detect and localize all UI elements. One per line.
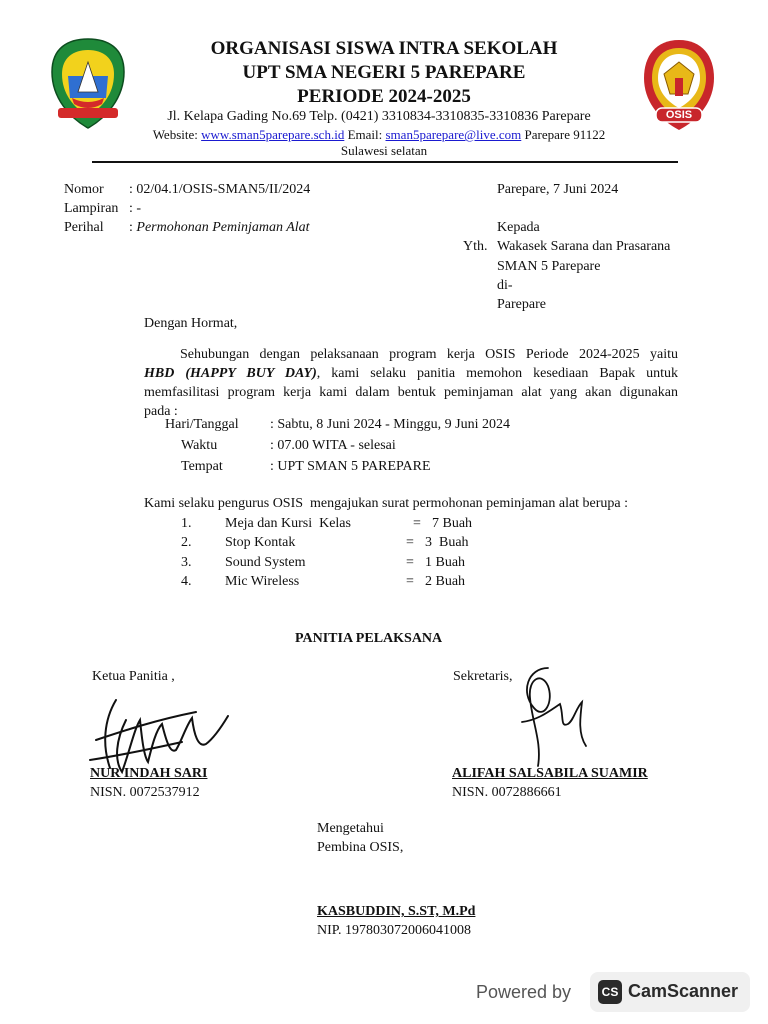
item-2-num: 2. xyxy=(181,535,192,550)
header-divider xyxy=(92,161,678,163)
committee-title: PANITIA PELAKSANA xyxy=(295,631,443,646)
greeting: Dengan Hormat, xyxy=(144,316,238,331)
website-link[interactable]: www.sman5parepare.sch.id xyxy=(201,127,345,142)
ketua-label: Ketua Panitia , xyxy=(92,669,175,684)
recipient-kepada: Kepada xyxy=(497,220,540,235)
detail-hari-label: Hari/Tanggal xyxy=(165,417,239,432)
sekretaris-signature xyxy=(508,662,598,772)
paragraph-1-line1: Sehubungan dengan pelaksanaan program kerja OSIS Periode 2024-2025 yaitu xyxy=(180,347,678,362)
detail-hari-value: : Sabtu, 8 Juni 2024 - Minggu, 9 Juni 2024 xyxy=(270,417,510,432)
header-period: PERIODE 2024-2025 xyxy=(297,86,471,107)
camscanner-icon: CS xyxy=(598,980,622,1004)
perihal-label: Perihal xyxy=(64,220,104,235)
item-3-num: 3. xyxy=(181,555,192,570)
item-1-name: Meja dan Kursi Kelas xyxy=(225,516,351,531)
lampiran-value: : - xyxy=(129,201,142,216)
item-1-qty: 7 Buah xyxy=(432,516,473,531)
website-label: Website: xyxy=(152,127,202,142)
place-date: Parepare, 7 Juni 2024 xyxy=(497,182,619,197)
nomor-value: : 02/04.1/OSIS-SMAN5/II/2024 xyxy=(129,182,311,197)
paragraph-1-line2: HBD (HAPPY BUY DAY), kami selaku panitia memohon kesediaan Bapak untuk xyxy=(144,366,679,381)
lampiran-label: Lampiran xyxy=(64,201,119,216)
paragraph-1-line3: memfasilitasi program kerja kami dalam bentuk peminjaman alat yang akan digunakan xyxy=(144,385,678,400)
osis-badge-text: OSIS xyxy=(665,109,693,121)
item-3-eq: = xyxy=(406,555,414,570)
perihal-line xyxy=(129,220,310,236)
nomor-label: Nomor xyxy=(64,182,104,197)
recipient-line3: di- xyxy=(497,278,513,293)
powered-by-text: Powered by xyxy=(476,982,572,1002)
item-2-name: Stop Kontak xyxy=(225,535,296,550)
paragraph-1 xyxy=(144,345,678,421)
item-2-eq: = xyxy=(406,535,414,550)
paragraph-2: Kami selaku pengurus OSIS mengajukan surat permohonan peminjaman alat berupa : xyxy=(144,496,629,511)
event-name: HBD (HAPPY BUY DAY) xyxy=(144,366,317,381)
header-address: Jl. Kelapa Gading No.69 Telp. (0421) 3310834-3310835-3310836 Parepare xyxy=(167,109,591,124)
city-zip: Parepare 91122 xyxy=(521,127,606,142)
header-contact-line xyxy=(0,127,758,143)
detail-tempat-label: Tempat xyxy=(181,459,223,474)
recipient-line1: Wakasek Sarana dan Prasarana xyxy=(497,239,671,254)
perihal-value: Permohonan Peminjaman Alat xyxy=(136,220,310,235)
header-org-name: ORGANISASI SISWA INTRA SEKOLAH xyxy=(210,38,558,59)
ketua-nisn: NISN. 0072537912 xyxy=(90,785,200,800)
item-4-qty: 2 Buah xyxy=(425,574,466,589)
recipient-line4: Parepare xyxy=(497,297,546,312)
header-province: Sulawesi selatan xyxy=(340,143,428,158)
item-3-qty: 1 Buah xyxy=(425,555,466,570)
camscanner-watermark xyxy=(590,972,750,1012)
pembina-name: KASBUDDIN, S.ST, M.Pd xyxy=(317,904,476,919)
item-2-qty: 3 Buah xyxy=(425,535,469,550)
item-4-name: Mic Wireless xyxy=(225,574,300,589)
item-4-num: 4. xyxy=(181,574,192,589)
header-school-name: UPT SMA NEGERI 5 PAREPARE xyxy=(242,62,526,83)
recipient-yth: Yth. xyxy=(463,239,488,254)
item-1-num: 1. xyxy=(181,516,192,531)
sekretaris-name: ALIFAH SALSABILA SUAMIR xyxy=(452,766,648,781)
paragraph-1-line4: pada : xyxy=(144,404,178,419)
recipient-line2: SMAN 5 Parepare xyxy=(497,259,601,274)
email-label: Email: xyxy=(344,127,386,142)
perihal-colon: : xyxy=(129,220,137,235)
item-4-eq: = xyxy=(406,574,414,589)
detail-waktu-value: : 07.00 WITA - selesai xyxy=(270,438,396,453)
pembina-label: Pembina OSIS, xyxy=(317,840,404,855)
item-1-eq: = xyxy=(413,516,421,531)
detail-tempat-value: : UPT SMAN 5 PAREPARE xyxy=(270,459,431,474)
detail-waktu-label: Waktu xyxy=(181,438,218,453)
camscanner-brand: CamScanner xyxy=(628,981,739,1001)
item-3-name: Sound System xyxy=(225,555,306,570)
mengetahui-label: Mengetahui xyxy=(317,821,384,836)
email-link[interactable]: sman5parepare@live.com xyxy=(385,127,522,142)
sekretaris-label: Sekretaris, xyxy=(453,669,513,684)
sekretaris-nisn: NISN. 0072886661 xyxy=(452,785,562,800)
ketua-name: NUR INDAH SARI xyxy=(90,766,208,781)
pembina-nip: NIP. 197803072006041008 xyxy=(317,923,472,938)
